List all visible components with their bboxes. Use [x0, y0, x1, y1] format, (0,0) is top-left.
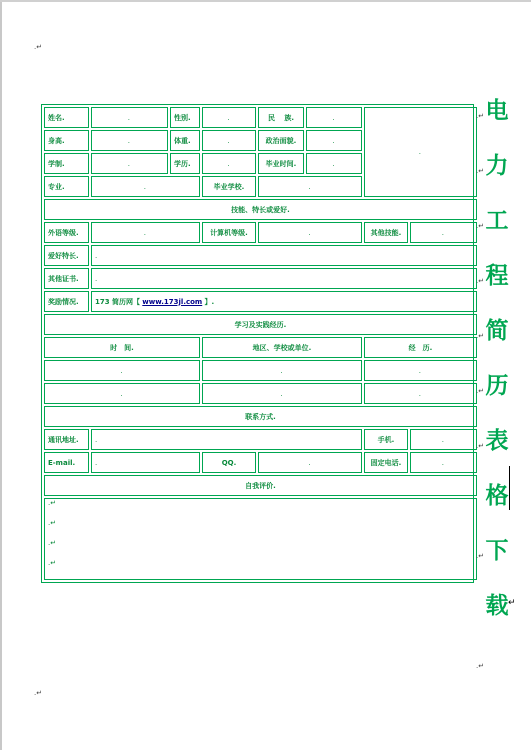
- major-field[interactable]: .: [91, 176, 200, 197]
- mobile-field[interactable]: .: [410, 429, 477, 450]
- self-eval-section-title: 自我评价.: [44, 475, 477, 496]
- contact-section-title: 联系方式.: [44, 406, 477, 427]
- self-eval-field[interactable]: [44, 498, 477, 580]
- education-field[interactable]: .: [202, 153, 256, 174]
- text-cursor: [509, 466, 510, 510]
- graduation-time-field[interactable]: .: [306, 153, 362, 174]
- paragraph-mark: .↵: [476, 222, 485, 230]
- experience-section-title: 学习及实践经历.: [44, 314, 477, 335]
- experience-place-cell[interactable]: .: [202, 383, 362, 404]
- name-field[interactable]: .: [91, 107, 168, 128]
- return-mark: ↵: [508, 598, 516, 608]
- mobile-label: 手机.: [364, 429, 408, 450]
- self-eval-line: .↵: [48, 499, 57, 507]
- paragraph-mark: .↵: [476, 112, 485, 120]
- school-label: 毕业学校.: [202, 176, 256, 197]
- awards-field[interactable]: [91, 291, 477, 312]
- schooling-label: 学制.: [44, 153, 89, 174]
- hobbies-label: 爱好特长.: [44, 245, 89, 266]
- height-field[interactable]: .: [91, 130, 168, 151]
- email-field[interactable]: .: [91, 452, 200, 473]
- title-char: 电: [485, 98, 509, 124]
- weight-label: 体重.: [170, 130, 200, 151]
- height-label: 身高.: [44, 130, 89, 151]
- page-edge: [0, 0, 2, 750]
- certificates-field[interactable]: .: [91, 268, 477, 289]
- title-char: 格: [485, 483, 509, 509]
- title-char: 简: [485, 318, 509, 344]
- paragraph-mark: .↵: [476, 387, 485, 395]
- paragraph-mark: .↵: [476, 167, 485, 175]
- ethnic-label: 民 族.: [258, 107, 304, 128]
- paragraph-mark: .↵: [476, 662, 485, 670]
- qq-label: QQ.: [202, 452, 256, 473]
- graduation-time-label: 毕业时间.: [258, 153, 304, 174]
- title-char: 载: [485, 593, 509, 619]
- ethnic-field[interactable]: .: [306, 107, 362, 128]
- title-char: 工: [485, 208, 509, 234]
- title-char: 力: [485, 153, 509, 179]
- awards-site-prefix: 173 简历网【: [95, 297, 141, 306]
- hobbies-field[interactable]: .: [91, 245, 477, 266]
- paragraph-mark: .↵: [476, 332, 485, 340]
- experience-history-cell[interactable]: .: [364, 360, 477, 381]
- paragraph-mark: .↵: [34, 689, 43, 697]
- experience-place-cell[interactable]: .: [202, 360, 362, 381]
- self-eval-line: .↵: [48, 539, 57, 547]
- paragraph-mark: .↵: [476, 552, 485, 560]
- awards-site-link[interactable]: www.173jl.com: [142, 297, 203, 306]
- address-label: 通讯地址.: [44, 429, 89, 450]
- other-skills-field[interactable]: .: [410, 222, 477, 243]
- resume-table: [42, 105, 479, 582]
- schooling-field[interactable]: .: [91, 153, 168, 174]
- major-label: 专业.: [44, 176, 89, 197]
- experience-history-cell[interactable]: .: [364, 383, 477, 404]
- address-field[interactable]: .: [91, 429, 362, 450]
- page-edge-top: [0, 0, 531, 2]
- vertical-title: [482, 84, 512, 634]
- language-level-field[interactable]: .: [91, 222, 200, 243]
- political-field[interactable]: .: [306, 130, 362, 151]
- name-label: 姓名.: [44, 107, 89, 128]
- gender-field[interactable]: .: [202, 107, 256, 128]
- history-column-header: 经 历.: [364, 337, 477, 358]
- paragraph-mark: .↵: [476, 277, 485, 285]
- experience-time-cell[interactable]: .: [44, 383, 200, 404]
- experience-time-cell[interactable]: .: [44, 360, 200, 381]
- time-column-header: 时 间.: [44, 337, 200, 358]
- place-column-header: 地区、学校或单位.: [202, 337, 362, 358]
- language-level-label: 外语等级.: [44, 222, 89, 243]
- school-field[interactable]: .: [258, 176, 362, 197]
- awards-label: 奖励情况.: [44, 291, 89, 312]
- computer-level-label: 计算机等级.: [202, 222, 256, 243]
- phone-label: 固定电话.: [364, 452, 408, 473]
- self-eval-line: .↵: [48, 559, 57, 567]
- title-char: 历: [485, 373, 509, 399]
- self-eval-line: .↵: [48, 519, 57, 527]
- weight-field[interactable]: .: [202, 130, 256, 151]
- skills-section-title: 技能、特长或爱好.: [44, 199, 477, 220]
- email-label: E-mail.: [44, 452, 89, 473]
- education-label: 学历.: [170, 153, 200, 174]
- certificates-label: 其他证书.: [44, 268, 89, 289]
- political-label: 政治面貌.: [258, 130, 304, 151]
- awards-site-suffix: 】.: [204, 297, 215, 306]
- other-skills-label: 其他技能.: [364, 222, 408, 243]
- title-char: 表: [485, 428, 509, 454]
- gender-label: 性别.: [170, 107, 200, 128]
- paragraph-mark: .↵: [476, 442, 485, 450]
- paragraph-mark: .↵: [34, 43, 43, 51]
- photo-box[interactable]: .: [364, 107, 477, 197]
- computer-level-field[interactable]: .: [258, 222, 362, 243]
- resume-form: [41, 104, 474, 583]
- title-char: 程: [485, 263, 509, 289]
- phone-field[interactable]: .: [410, 452, 477, 473]
- title-char: 下: [485, 538, 509, 564]
- qq-field[interactable]: .: [258, 452, 362, 473]
